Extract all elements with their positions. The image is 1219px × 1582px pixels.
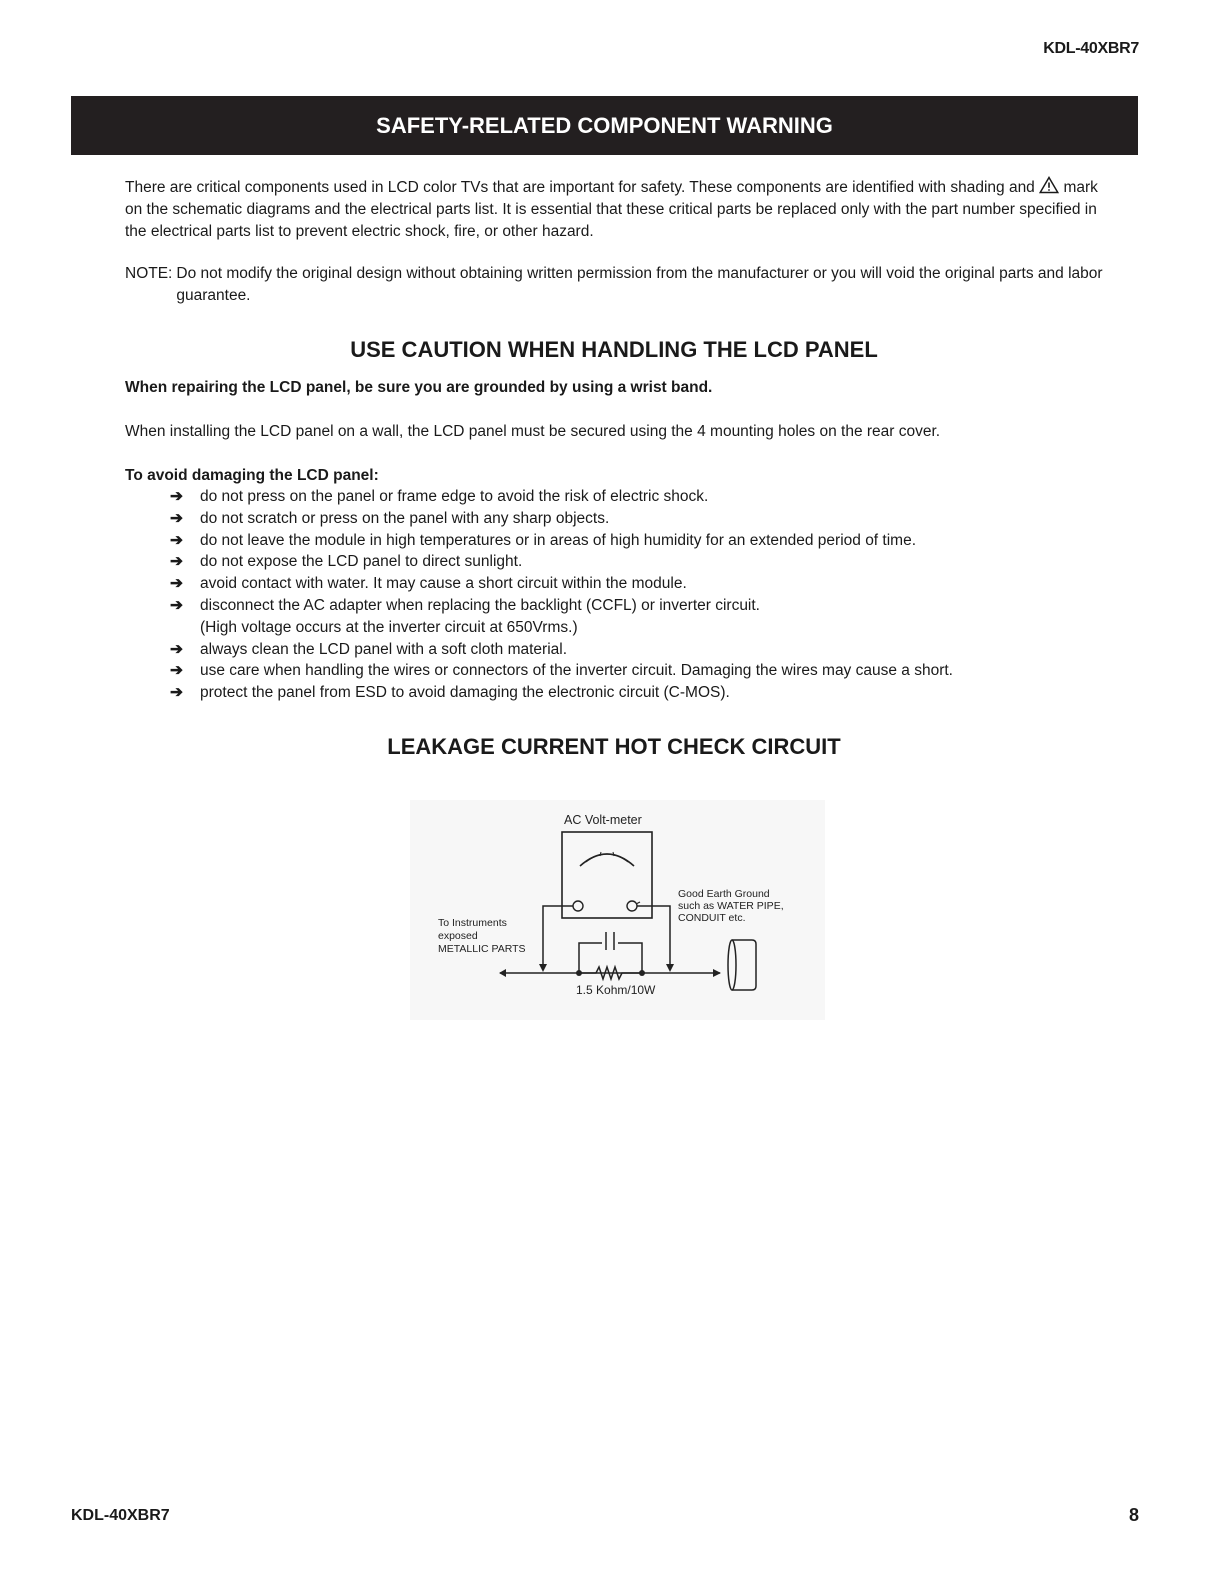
intro-paragraph [125,176,1115,243]
arrow-icon: ➔ [170,488,183,505]
arrow-icon: ➔ [170,684,183,702]
list-item: ➔ disconnect the AC adapter when replacing the backlight (CCFL) or inverter circuit. [170,595,1110,617]
right-label-3: CONDUIT etc. [678,912,746,924]
list-item: ➔ use care when handling the wires or connectors of the inverter circuit. Damaging the wires may cause a short. [170,660,1110,682]
arrow-icon: ➔ [170,531,183,549]
left-label-1: To Instruments [438,917,507,929]
note-label: NOTE: [125,265,173,282]
list-item: ➔ do not leave the module in high temperatures or in areas of high humidity for an extended period of time. [170,530,1110,552]
avoid-heading: To avoid damaging the LCD panel: [125,467,379,484]
arrow-icon: ➔ [170,575,183,593]
arrow-icon: ➔ [170,640,183,658]
page-number: 8 [1128,1505,1139,1525]
lcd-section-title: USE CAUTION WHEN HANDLING THE LCD PANEL [350,337,878,362]
list-item: ➔ protect the panel from ESD to avoid damaging the electronic circuit (C-MOS). [170,682,1110,704]
intro-text-2: mark on the schematic diagrams and the electrical parts list. It is essential that these critical parts be replaced only with the part number specified in the electrical parts list to prevent electric shock, fire, or other hazard. [125,179,1098,240]
section-banner: SAFETY-RELATED COMPONENT WARNING [71,96,1138,155]
arrow-icon: ➔ [170,596,183,614]
right-label-1: Good Earth Ground [678,888,770,900]
resistor-label: 1.5 Kohm/10W [576,983,656,997]
install-line: When installing the LCD panel on a wall, the LCD panel must be secured using the 4 mounting holes on the rear cover. [125,423,941,440]
header-model: KDL-40XBR7 [1043,40,1139,57]
left-label-2: exposed [438,930,478,942]
wrist-band-line: When repairing the LCD panel, be sure you are grounded by using a wrist band. [125,379,713,396]
warning-triangle-icon [1039,176,1059,194]
right-label-2: such as WATER PIPE, [678,900,784,912]
left-label-3: METALLIC PARTS [438,943,526,955]
leakage-section-title: LEAKAGE CURRENT HOT CHECK CIRCUIT [387,734,841,759]
arrow-icon: ➔ [170,553,183,571]
footer-model: KDL-40XBR7 [71,1507,170,1524]
note-paragraph [125,263,1115,307]
meter-label: AC Volt-meter [564,813,642,827]
list-item-continuation: (High voltage occurs at the inverter circuit at 650Vrms.) [200,618,578,636]
list-item: ➔ do not scratch or press on the panel with any sharp objects. [170,508,1110,530]
list-item: ➔ always clean the LCD panel with a soft cloth material. [170,639,1110,661]
arrow-icon: ➔ [170,662,183,680]
list-item: ➔ avoid contact with water. It may cause a short circuit within the module. [170,573,1110,595]
leakage-circuit-diagram [410,800,825,1020]
list-item: ➔ do not press on the panel or frame edge to avoid the risk of electric shock. [170,486,1110,508]
intro-text-1: There are critical components used in LCD color TVs that are important for safety. These components are identified with shading and [125,179,1035,196]
note-text: Do not modify the original design without obtaining written permission from the manufacturer or you will void the original parts and labor guarantee. [176,265,1103,304]
caution-list [170,486,1110,704]
list-item: ➔ do not expose the LCD panel to direct sunlight. [170,551,1110,573]
arrow-icon: ➔ [170,509,183,527]
